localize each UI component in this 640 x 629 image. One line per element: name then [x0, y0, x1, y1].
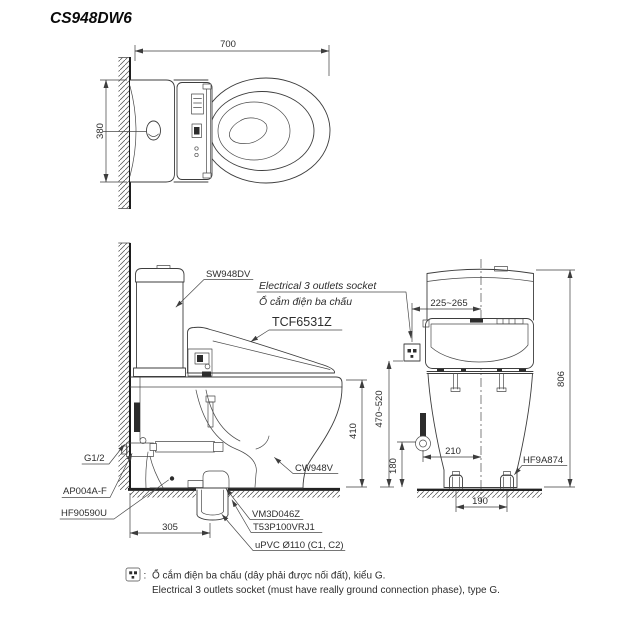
- dim-210: [423, 446, 481, 462]
- top-view: [95, 39, 330, 209]
- label-hf9a874: HF9A874: [523, 455, 564, 466]
- cistern-tank-side: [134, 266, 186, 377]
- legend: [126, 568, 500, 596]
- cistern-tank-front: [427, 267, 534, 321]
- legend-line2-en: Electrical 3 outlets socket (must have really ground connection phase), type G.: [152, 585, 500, 596]
- seat-plate-front: [427, 369, 533, 374]
- fixing-bolt-dot: [170, 476, 174, 480]
- label-t53p100vrj1: T53P100VRJ1: [253, 522, 315, 533]
- label-hf90590u: HF90590U: [61, 508, 107, 519]
- bolt-cap-left: [450, 472, 463, 489]
- dim-180: [388, 442, 416, 487]
- label-cw948v: CW948V: [295, 463, 334, 474]
- front-view: [388, 259, 575, 512]
- side-view: [60, 243, 411, 551]
- washlet-front: [423, 319, 534, 369]
- dim-410-text: 410: [348, 423, 359, 439]
- pedestal-front: [428, 374, 533, 489]
- legend-colon: :: [143, 570, 147, 582]
- label-upvc: uPVC Ø110 (C1, C2): [255, 540, 344, 551]
- dim-305: [130, 493, 210, 538]
- dim-806-text: 806: [556, 371, 567, 387]
- water-spot: [229, 118, 267, 144]
- dim-190-text: 190: [472, 496, 488, 507]
- label-electrical-socket-en: Electrical 3 outlets socket: [259, 281, 377, 292]
- legend-socket-icon: [126, 568, 140, 581]
- toilet-seat-top: [202, 78, 330, 183]
- dim-225-265-text: 225~265: [430, 298, 468, 309]
- wall-hatch-side-view: [119, 243, 131, 490]
- label-g12: G1/2: [84, 453, 105, 464]
- dim-210-text: 210: [445, 446, 461, 457]
- legend-line1-vi: Ổ cắm điện ba chấu (dây phải được nối đất), kiểu G.: [152, 570, 386, 582]
- dim-700: [135, 39, 329, 76]
- dim-410: [346, 380, 367, 487]
- washlet-body-top: [174, 80, 212, 182]
- label-electrical-socket-vi: Ổ cắm điện ba chấu: [259, 297, 352, 308]
- front-view-labels: [515, 455, 568, 475]
- label-tcf6531z: TCF6531Z: [272, 315, 332, 329]
- outlet-socket-icon: [404, 344, 420, 361]
- label-ap004a-f: AP004A-F: [63, 486, 107, 497]
- floor-side-view: [128, 489, 340, 497]
- label-vm3d046z: VM3D046Z: [252, 509, 301, 520]
- bolt-cap-right: [501, 472, 514, 489]
- page-title: CS948DW6: [50, 10, 132, 27]
- side-view-labels: [60, 269, 411, 551]
- label-sw948dv: SW948DV: [206, 269, 251, 280]
- dim-700-text: 700: [220, 39, 236, 50]
- cistern-tank-top: [103, 80, 175, 182]
- dim-180-text: 180: [388, 458, 399, 474]
- dim-305-text: 305: [162, 522, 178, 533]
- dim-470-520-text: 470~520: [374, 390, 385, 428]
- water-supply-valve-icon: [416, 413, 431, 451]
- dim-380-text: 380: [95, 123, 106, 139]
